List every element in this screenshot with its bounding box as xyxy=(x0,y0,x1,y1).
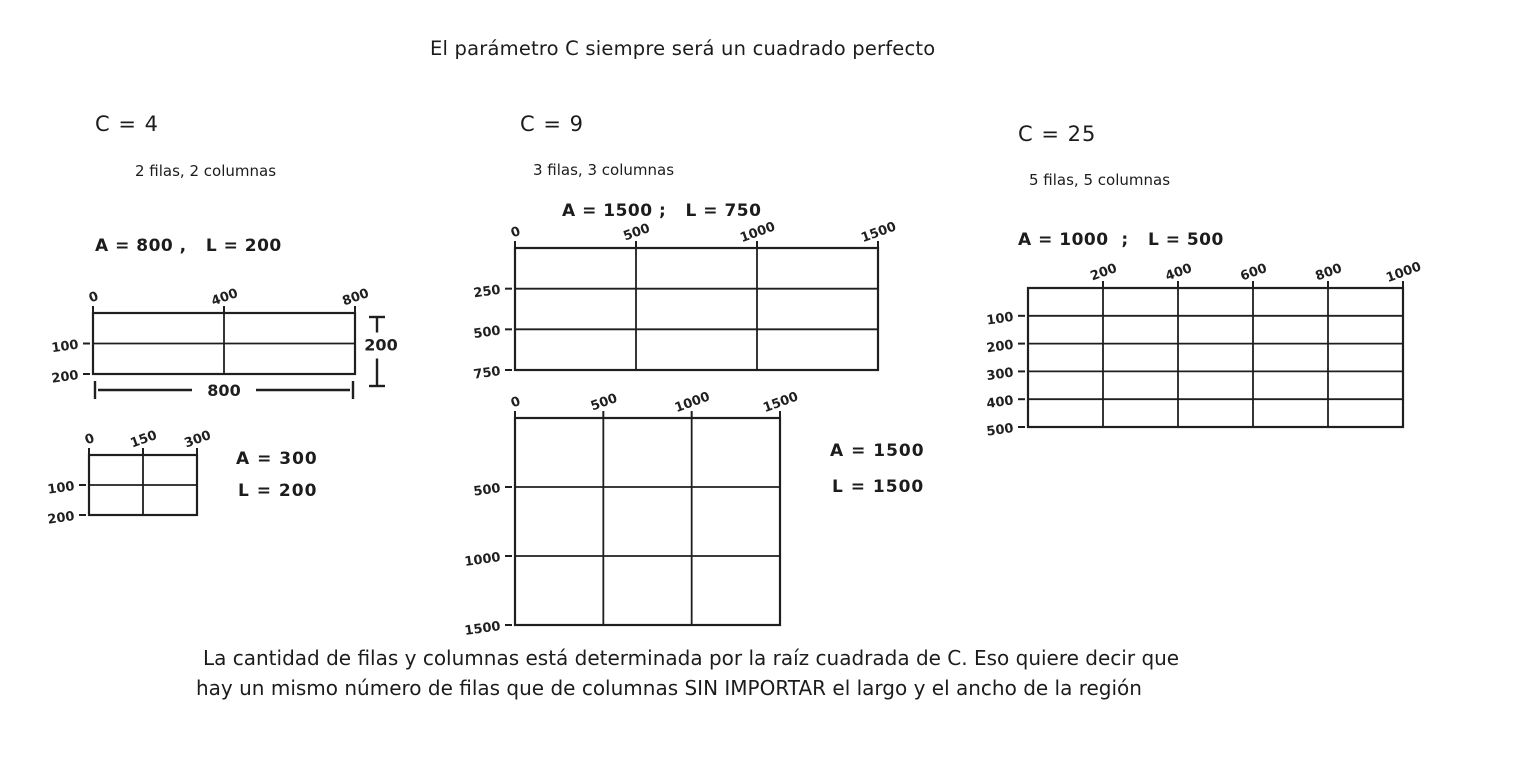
svg-text:200: 200 xyxy=(50,368,80,387)
svg-text:1500: 1500 xyxy=(761,389,801,416)
c4-main-grid xyxy=(31,279,433,426)
svg-text:200: 200 xyxy=(364,335,398,355)
svg-text:1500: 1500 xyxy=(463,619,502,639)
c9-label: C = 9 xyxy=(520,112,584,136)
c25-params: A = 1000 ; L = 500 xyxy=(1018,230,1224,250)
svg-text:1000: 1000 xyxy=(738,219,778,246)
svg-text:150: 150 xyxy=(128,428,160,452)
svg-text:300: 300 xyxy=(985,365,1015,385)
c4-grid-size: 2 filas, 2 columnas xyxy=(135,162,277,180)
svg-text:1000: 1000 xyxy=(1384,259,1424,286)
c25-grid-size: 5 filas, 5 columnas xyxy=(1029,171,1171,189)
c4-label: C = 4 xyxy=(95,112,159,136)
svg-text:800: 800 xyxy=(1313,261,1345,285)
footer-line-1: La cantidad de filas y columnas está determinada por la raíz cuadrada de C. Eso quiere decir que xyxy=(203,646,1180,670)
svg-text:500: 500 xyxy=(985,421,1015,440)
svg-text:750: 750 xyxy=(472,364,502,383)
svg-text:0: 0 xyxy=(508,394,523,412)
c9-bottom-grid xyxy=(453,384,858,677)
svg-text:800: 800 xyxy=(207,381,241,400)
svg-text:300: 300 xyxy=(182,428,214,452)
svg-text:500: 500 xyxy=(472,481,502,500)
svg-text:400: 400 xyxy=(1163,261,1195,285)
svg-text:100: 100 xyxy=(50,337,80,357)
c4-small-area-label: A = 300 xyxy=(236,449,318,469)
svg-text:500: 500 xyxy=(472,323,502,343)
svg-text:100: 100 xyxy=(985,309,1015,329)
svg-text:200: 200 xyxy=(1088,261,1120,285)
svg-text:1000: 1000 xyxy=(672,389,713,416)
svg-text:1000: 1000 xyxy=(463,550,502,571)
svg-text:200: 200 xyxy=(46,509,76,528)
svg-text:0: 0 xyxy=(86,289,101,307)
c9-grid-size: 3 filas, 3 columnas xyxy=(533,161,675,179)
svg-text:0: 0 xyxy=(82,431,97,449)
svg-text:0: 0 xyxy=(508,224,523,242)
svg-text:200: 200 xyxy=(985,337,1015,357)
svg-text:400: 400 xyxy=(985,393,1015,412)
svg-text:400: 400 xyxy=(209,286,241,310)
c9-params: A = 1500 ; L = 750 xyxy=(562,201,762,221)
svg-text:600: 600 xyxy=(1238,261,1270,285)
svg-text:500: 500 xyxy=(588,391,620,415)
c25-grid xyxy=(966,254,1481,479)
svg-text:1500: 1500 xyxy=(859,219,899,246)
svg-text:800: 800 xyxy=(340,286,372,310)
c9-bottom-length-label: L = 1500 xyxy=(832,477,925,497)
svg-text:250: 250 xyxy=(472,282,502,302)
c25-label: C = 25 xyxy=(1018,122,1097,146)
footer-line-2: hay un mismo número de filas que de columnas SIN IMPORTAR el largo y el ancho de la región xyxy=(196,676,1142,700)
c4-small-length-label: L = 200 xyxy=(238,481,318,501)
svg-text:500: 500 xyxy=(621,221,653,245)
c4-params: A = 800 , L = 200 xyxy=(95,236,282,256)
c9-bottom-area-label: A = 1500 xyxy=(830,441,925,461)
page-title: El parámetro C siempre será un cuadrado perfecto xyxy=(430,37,936,60)
svg-text:100: 100 xyxy=(46,479,76,498)
